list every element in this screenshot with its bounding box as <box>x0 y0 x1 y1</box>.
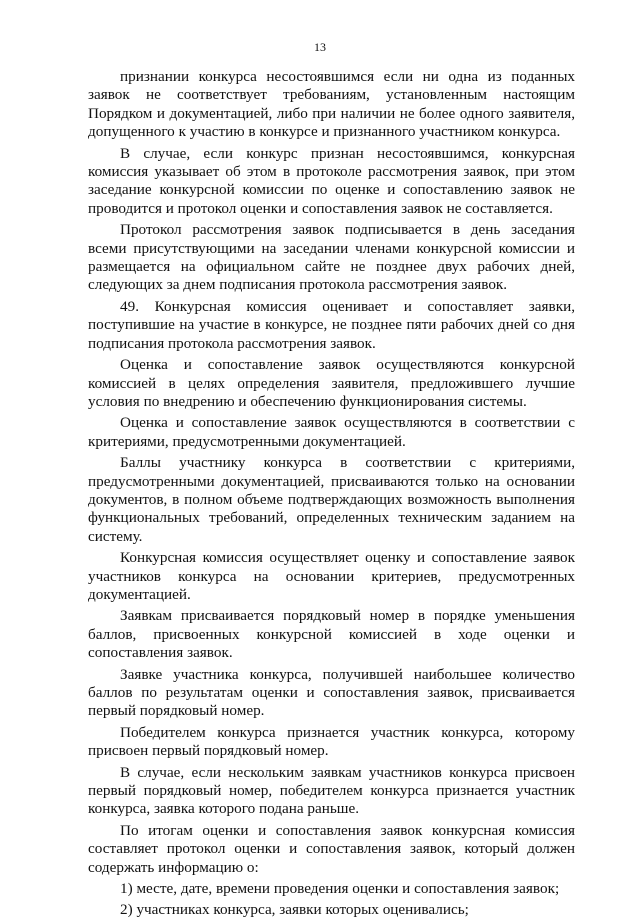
paragraph: Протокол рассмотрения заявок подписывается в день заседания всеми присутствующими на заседании членами конкурсной комиссии и размещается на официальном сайте не позднее двух рабочих дней, следующих за днем подписания протокола рассмотрения заявок. <box>88 221 575 294</box>
paragraph: 49. Конкурсная комиссия оценивает и сопоставляет заявки, поступившие на участие в конкурсе, не позднее пяти рабочих дней со дня подписания протокола рассмотрения заявок. <box>88 297 575 352</box>
paragraph: По итогам оценки и сопоставления заявок конкурсная комиссия составляет протокол оценки и сопоставления заявок, который должен содержать информацию о: <box>88 821 575 876</box>
paragraph: признании конкурса несостоявшимся если ни одна из поданных заявок не соответствует требованиям, установленным настоящим Порядком и документацией, либо при наличии не более одного заявителя, допущенного к участию в конкурсе и признанного участником конкурса. <box>88 68 575 141</box>
document-body <box>88 68 575 923</box>
paragraph: Победителем конкурса признается участник конкурса, которому присвоен первый порядковый номер. <box>88 723 575 760</box>
paragraph: Заявкам присваивается порядковый номер в порядке уменьшения баллов, присвоенных конкурсной комиссией в ходе оценки и сопоставления заявок. <box>88 607 575 662</box>
paragraph: Баллы участнику конкурса в соответствии с критериями, предусмотренными документацией, присваиваются только на основании документов, в полном объеме подтверждающих возможность выполнения функциональных требований, определенных техническим заданием на систему. <box>88 454 575 545</box>
page-number: 13 <box>314 40 326 54</box>
list-item: 1) месте, дате, времени проведения оценки и сопоставления заявок; <box>120 880 560 898</box>
list-item: 2) участниках конкурса, заявки которых оценивались; <box>120 901 469 919</box>
paragraph: Оценка и сопоставление заявок осуществляются конкурсной комиссией в целях определения заявителя, предложившего лучшие условия по внедрению и обеспечению функционирования системы. <box>88 356 575 410</box>
paragraph: Конкурсная комиссия осуществляет оценку и сопоставление заявок участников конкурса на основании критериев, предусмотренных документацией. <box>88 549 575 603</box>
paragraph: В случае, если конкурс признан несостоявшимся, конкурсная комиссия указывает об этом в протоколе рассмотрения заявок, при этом заседание конкурсной комиссии по оценке и сопоставлению заявок не проводится и протокол оценки и сопоставления заявок не составляется. <box>88 144 575 217</box>
paragraph: Заявке участника конкурса, получившей наибольшее количество баллов по результатам оценки и сопоставления заявок, присваивается первый порядковый номер. <box>88 665 575 720</box>
paragraph: Оценка и сопоставление заявок осуществляются в соответствии с критериями, предусмотренными документацией. <box>88 414 575 450</box>
paragraph: В случае, если нескольким заявкам участников конкурса присвоен первый порядковый номер, победителем конкурса признается участник конкурса, заявка которого подана раньше. <box>88 763 575 818</box>
